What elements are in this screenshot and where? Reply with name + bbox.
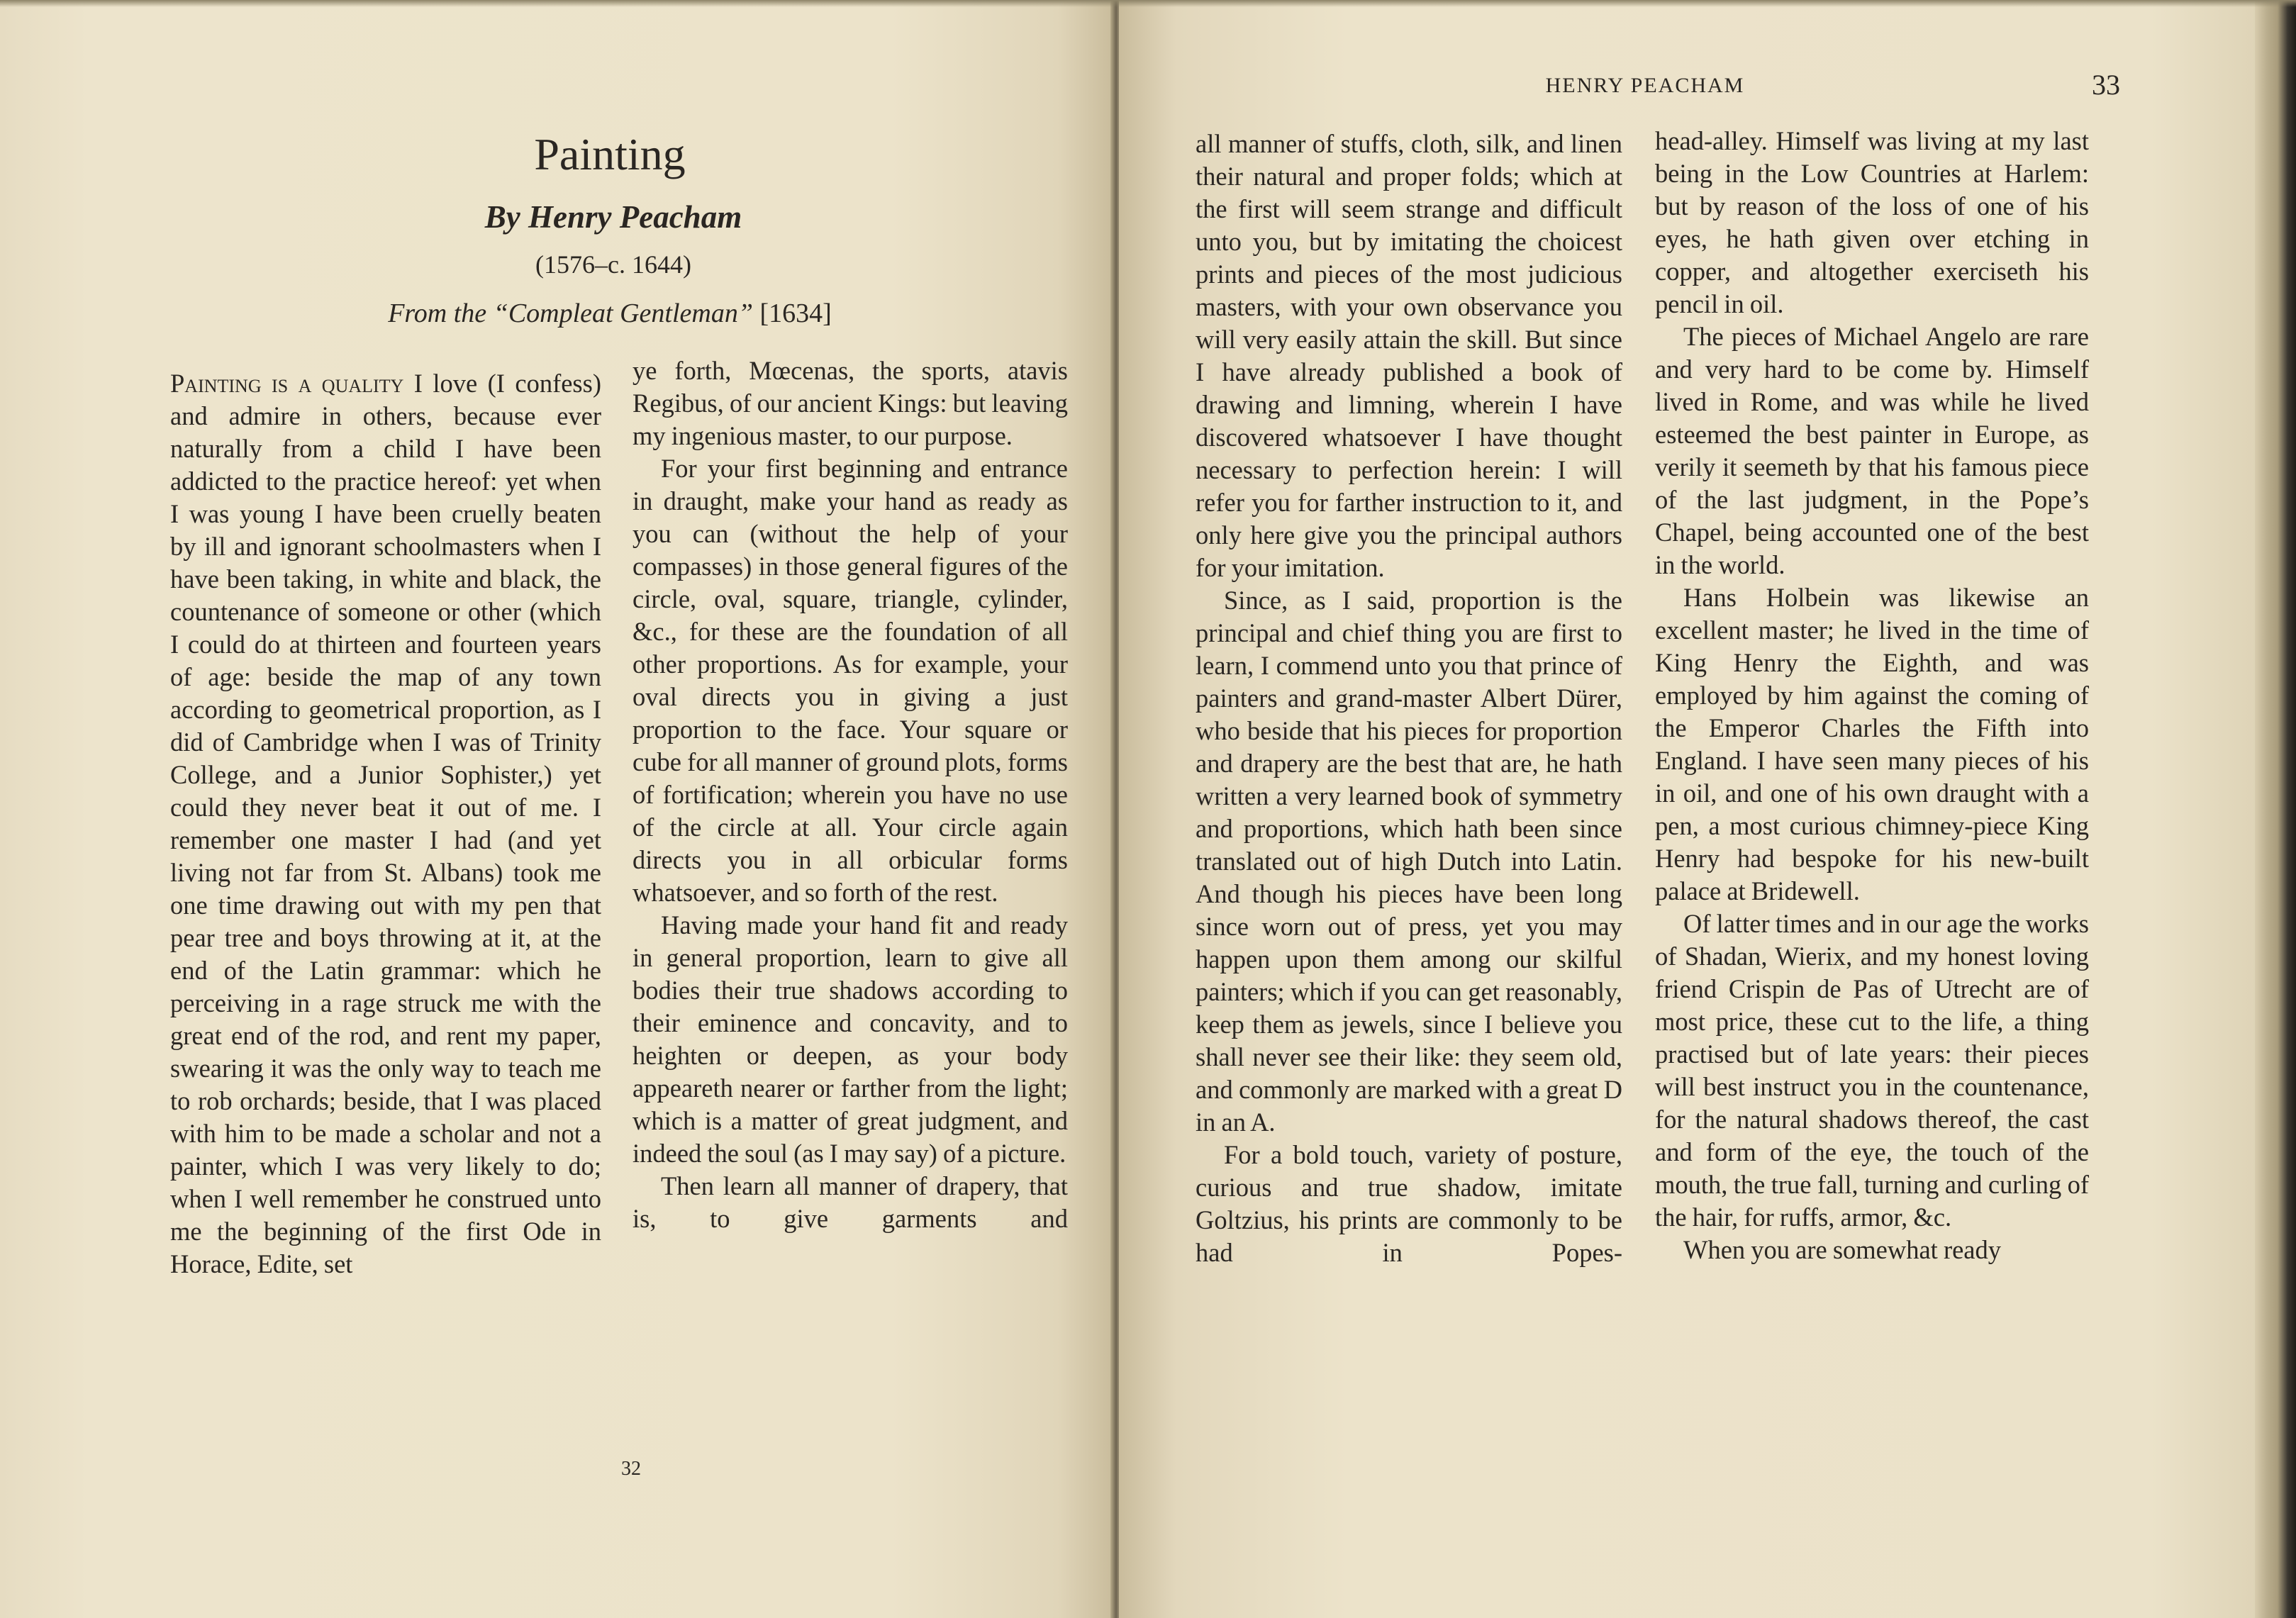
source-title: “Compleat Gentleman” <box>493 299 753 328</box>
paragraph: all manner of stuffs, cloth, silk, and linen their natural and proper folds; which at the first will seem strange and difficult unto you, but by imitating the choicest prints and pieces of the most judicious masters, with your own observance you will very easily attain the skill. But since I have already published a book of drawing and limning, wherein I have discovered whatsoever I have thought necessary to perfection herein: I will refer you for farther instruction to it, and only here give you the principal authors for your imitation. <box>1196 129 1622 582</box>
author-dates: (1576–c. 1644) <box>535 250 691 279</box>
article-title: Painting <box>534 129 686 179</box>
lead-in-small-caps: Painting is a quality <box>170 369 404 398</box>
paragraph <box>170 367 601 1281</box>
paragraph: The pieces of Michael Angelo are rare and very hard to be come by. Himself lived in Rome, and was while he lived esteemed the best painter in Europe, as verily it seemeth by that his famous piece of the last judgment, in the Pope’s Chapel, being accounted one of the best in the world. <box>1655 322 2089 579</box>
paragraph: Then learn all manner of drapery, that is, to give garments and <box>632 1171 1068 1233</box>
left-page <box>0 0 1113 1618</box>
running-head: HENRY PEACHAM <box>1545 74 1745 97</box>
text-column-3 <box>1196 128 1622 1269</box>
top-shadow <box>0 0 2296 7</box>
text-column-2 <box>632 355 1068 1235</box>
paragraph: For your first beginning and entrance in draught, make your hand as ready as you can (without the help of your compasses) in those general figures of the circle, oval, square, triangle, cylinder, &c., for these are the foundation of all other proportions. As for example, your oval directs you in giving a just proportion to the face. Your square or cube for all manner of ground plots, forms of fortification; wherein you have no use of the circle at all. Your circle again directs you in all orbicular forms whatsoever, and so forth of the rest. <box>632 454 1068 907</box>
page-number-left: 32 <box>621 1458 641 1480</box>
source-prefix: From the <box>388 299 487 328</box>
page-number-right: 33 <box>2092 69 2120 101</box>
paragraph: Of latter times and in our age the works of Shadan, Wierix, and my honest loving friend Crispin de Pas of Utrecht are of most price, these cut to the life, a thing practised but of late years: their pieces will best instruct you in the countenance, for the natural shadows thereof, the cast and form of the eye, the touch of the mouth, the true fall, turning and curling of the hair, for ruffs, armor, &c. <box>1655 909 2089 1232</box>
paragraph: Hans Holbein was likewise an excellent master; he lived in the time of King Henry the Eighth, and was employed by him against the coming of the Emperor Charles the Fifth into England. I have seen many pieces of his in oil, and one of his own draught with a pen, a most curious chimney-piece King Henry had bespoke for his new-built palace at Bridewell. <box>1655 583 2089 905</box>
paragraph: For a bold touch, variety of posture, curious and true shadow, imitate Goltzius, his prints are commonly to be had in Popes- <box>1196 1140 1622 1267</box>
source-year: [1634] <box>759 299 832 328</box>
paragraph-text: I love (I confess) and admire in others, because ever naturally from a child I have been addicted to the practice hereof: yet when I was young I have been cruelly beaten by ill and ignorant schoolmasters when I have been taking, in white and black, the countenance of someone or other (which I could do at thirteen and fourteen years of age: beside the map of any town according to geometrical proportion, as I did of Cambridge when I was of Trinity College, and a Junior Sophister,) yet could they never beat it out of me. I remember one master I had (and yet living not far from St. Albans) took me one time drawing out with my pen that pear tree and boys throwing at it, at the end of the Latin grammar: which he perceiving in a rage struck me with the great end of the rod, and rent my paper, swearing it was the only way to teach me to rob orchards; beside, that I was placed with him to be made a scholar and not a painter, which I was very likely to do; when I well remember he construed unto me the beginning of the first Ode in Horace, Edite, set <box>170 369 601 1278</box>
paragraph: head-alley. Himself was living at my last being in the Low Countries at Harlem: but by reason of the loss of one of his eyes, he hath given over etching in copper, and altogether exerciseth his pencil in oil. <box>1655 126 2089 318</box>
page-edges <box>2255 0 2296 1618</box>
paragraph: Having made your hand fit and ready in general proportion, learn to give all bodies their true shadows according to their eminence and concavity, and to heighten or deepen, as your body appeareth nearer or farther from the light; which is a matter of great judgment, and indeed the soul (as I may say) of a picture. <box>632 910 1068 1168</box>
paragraph: ye forth, Mœcenas, the sports, atavis Regibus, of our ancient Kings: but leaving my ingenious master, to our purpose. <box>632 356 1068 450</box>
paragraph: When you are somewhat ready <box>1683 1235 2002 1264</box>
source-line <box>269 296 950 330</box>
paragraph: Since, as I said, proportion is the principal and chief thing you are first to learn, I commend unto you that prince of painters and grand-master Albert Dürer, who beside that his pieces for proportion and drapery are the best that are, he hath written a very learned book of symmetry and proportions, which hath been since translated out of high Dutch into Latin. And though his pieces have been long since worn out of press, yet you may happen upon them among our skilful painters; which if you can get reasonably, keep them as jewels, since I believe you shall never see their like: they seem old, and commonly are marked with a great D in an A. <box>1196 586 1622 1137</box>
text-column-1 <box>170 367 601 1281</box>
article-byline: By Henry Peacham <box>484 199 742 235</box>
text-column-4 <box>1655 125 2089 1266</box>
